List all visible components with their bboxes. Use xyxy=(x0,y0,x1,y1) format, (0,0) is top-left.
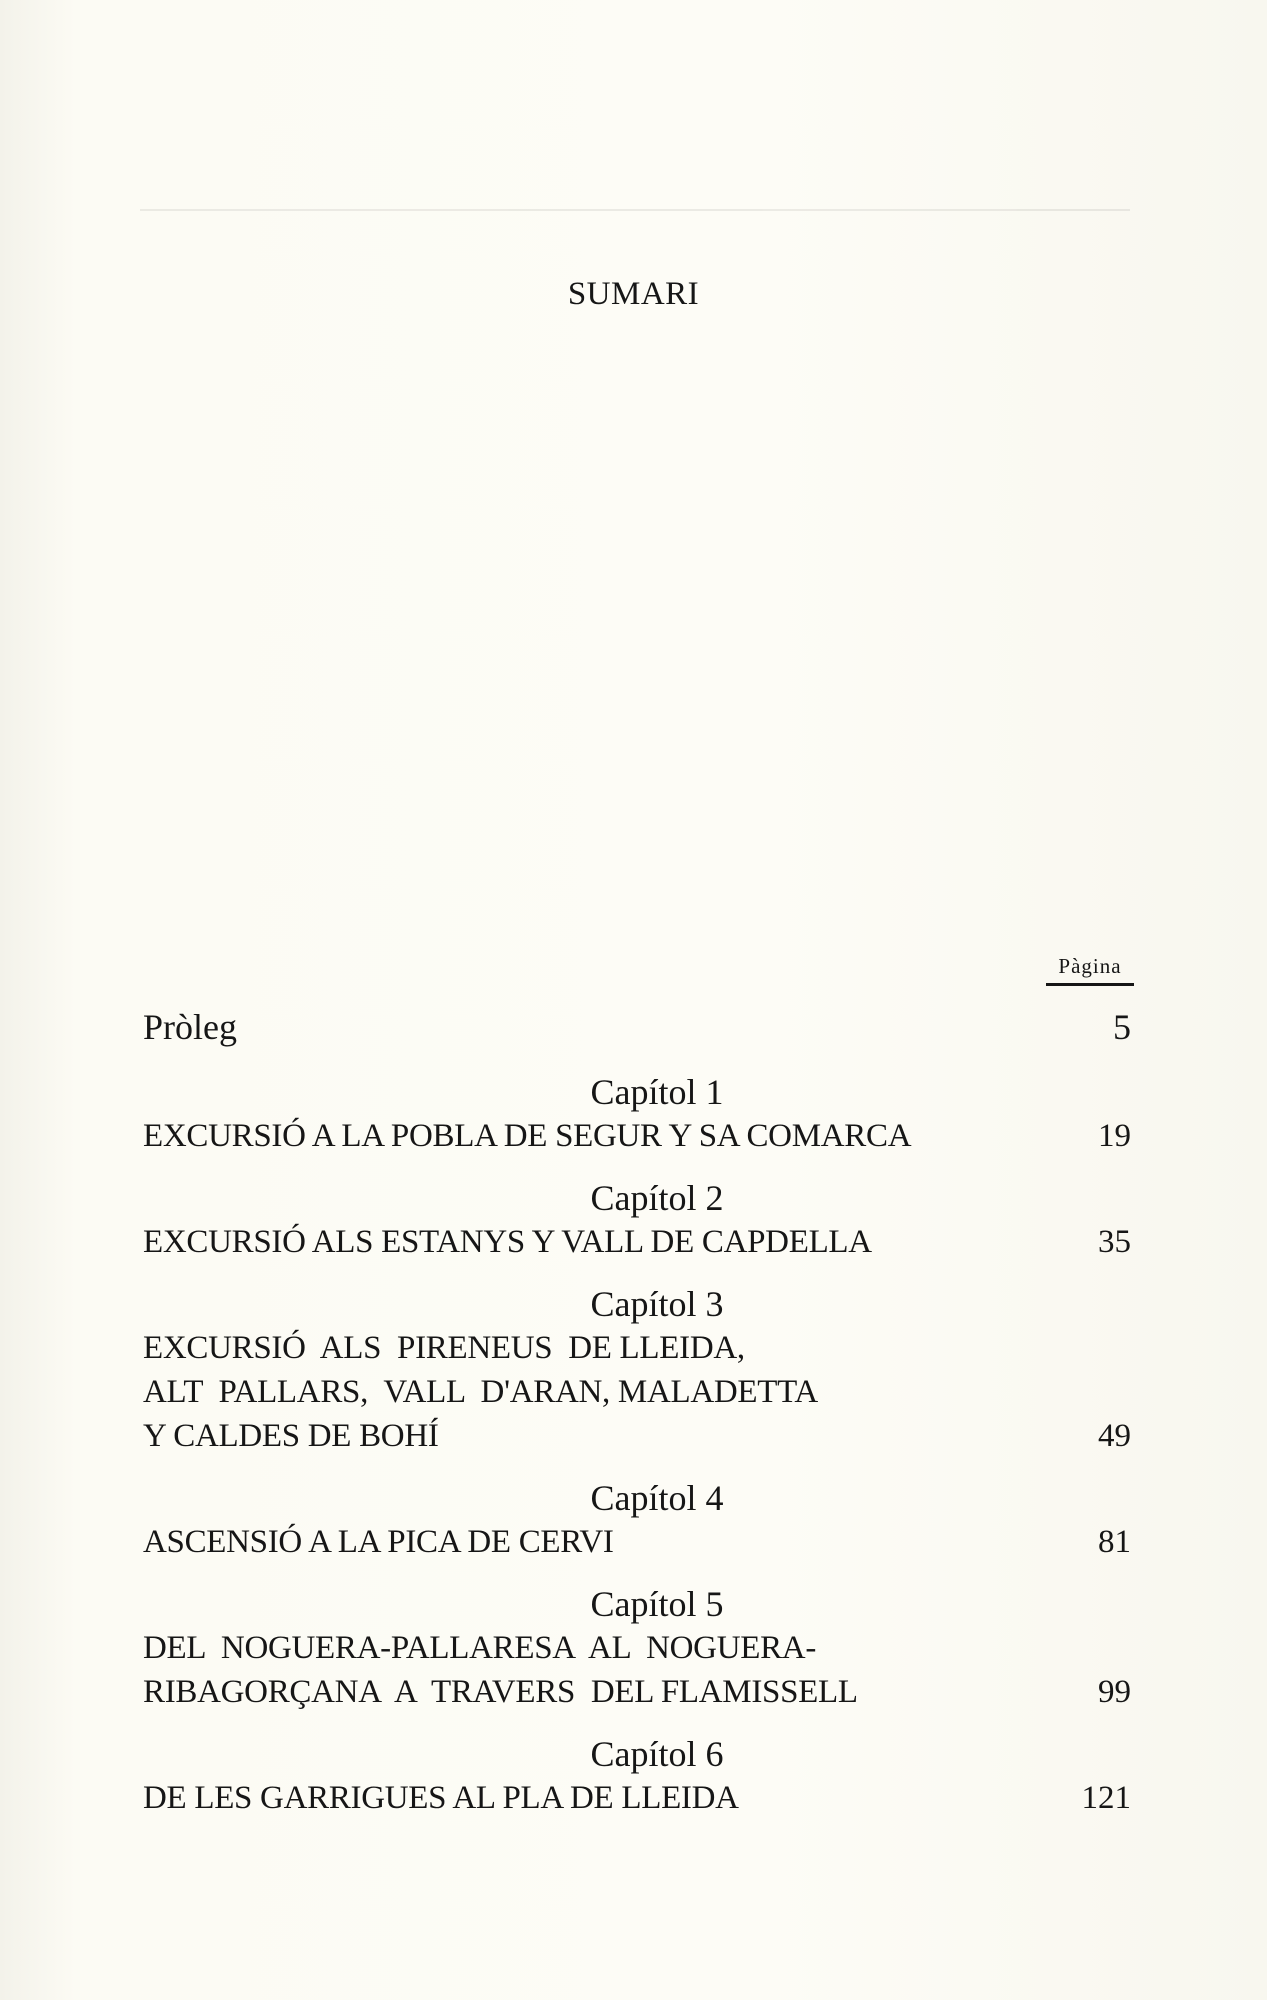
chapter-title xyxy=(143,1220,872,1264)
chapter-title-line: RIBAGORÇANA A TRAVERS DEL FLAMISSELL xyxy=(143,1674,858,1710)
chapter-page-number: 19 xyxy=(1098,1118,1131,1154)
chapter-body xyxy=(143,1520,1131,1564)
chapter-label: Capítol 1 xyxy=(590,1072,724,1112)
bleed-running-head xyxy=(140,170,1130,211)
chapter-body xyxy=(143,1626,1131,1714)
bleed-entry xyxy=(140,358,1130,444)
chapter-body xyxy=(143,1114,1131,1158)
reverse-side-bleed-through xyxy=(140,170,1130,610)
chapter-entry xyxy=(143,1476,1131,1564)
chapter-label: Capítol 3 xyxy=(590,1284,724,1324)
chapter-title-line: DE LES GARRIGUES AL PLA DE LLEIDA xyxy=(143,1780,739,1816)
chapter-title xyxy=(143,1326,818,1458)
bleed-entry xyxy=(140,484,1130,570)
prolog-page-number: 5 xyxy=(1113,1007,1131,1047)
chapter-body xyxy=(143,1326,1131,1458)
chapter-title-line: EXCURSIÓ A LA POBLA DE SEGUR Y SA COMARCA xyxy=(143,1118,912,1154)
chapter-label: Capítol 2 xyxy=(590,1178,724,1218)
chapter-title xyxy=(143,1626,858,1714)
page-column-header: Pàgina xyxy=(1046,954,1134,986)
chapter-page-number: 81 xyxy=(1098,1524,1131,1560)
chapter-page-number: 49 xyxy=(1098,1418,1131,1454)
chapter-entry xyxy=(143,1732,1131,1820)
chapter-title xyxy=(143,1776,739,1820)
prolog-label: Pròleg xyxy=(143,1007,237,1047)
chapter-title-line: ASCENSIÓ A LA PICA DE CERVI xyxy=(143,1524,614,1560)
chapter-title xyxy=(143,1520,614,1564)
chapter-page-number: 121 xyxy=(1081,1780,1131,1816)
chapter-body xyxy=(143,1220,1131,1264)
chapter-label: Capítol 5 xyxy=(590,1584,724,1624)
page-title: SUMARI xyxy=(567,276,700,312)
chapter-title-line: DEL NOGUERA-PALLARESA AL NOGUERA- xyxy=(143,1630,817,1666)
chapter-label: Capítol 4 xyxy=(590,1478,724,1518)
chapter-title-line: EXCURSIÓ ALS ESTANYS Y VALL DE CAPDELLA xyxy=(143,1224,872,1260)
chapter-title xyxy=(143,1114,911,1158)
chapter-title-line: EXCURSIÓ ALS PIRENEUS DE LLEIDA, xyxy=(143,1330,745,1366)
chapter-page-number: 35 xyxy=(1098,1224,1131,1260)
prolog-entry xyxy=(143,1006,1131,1048)
chapter-list xyxy=(143,1070,1131,1838)
chapter-title-line: Y CALDES DE BOHÍ xyxy=(143,1418,439,1454)
chapter-page-number: 99 xyxy=(1098,1674,1131,1710)
chapter-title-line: ALT PALLARS, VALL D'ARAN, MALADETTA xyxy=(143,1374,818,1410)
chapter-entry xyxy=(143,1176,1131,1264)
chapter-entry xyxy=(143,1070,1131,1158)
chapter-entry xyxy=(143,1282,1131,1458)
chapter-entry xyxy=(143,1582,1131,1714)
chapter-label: Capítol 6 xyxy=(590,1734,724,1774)
chapter-body xyxy=(143,1776,1131,1820)
